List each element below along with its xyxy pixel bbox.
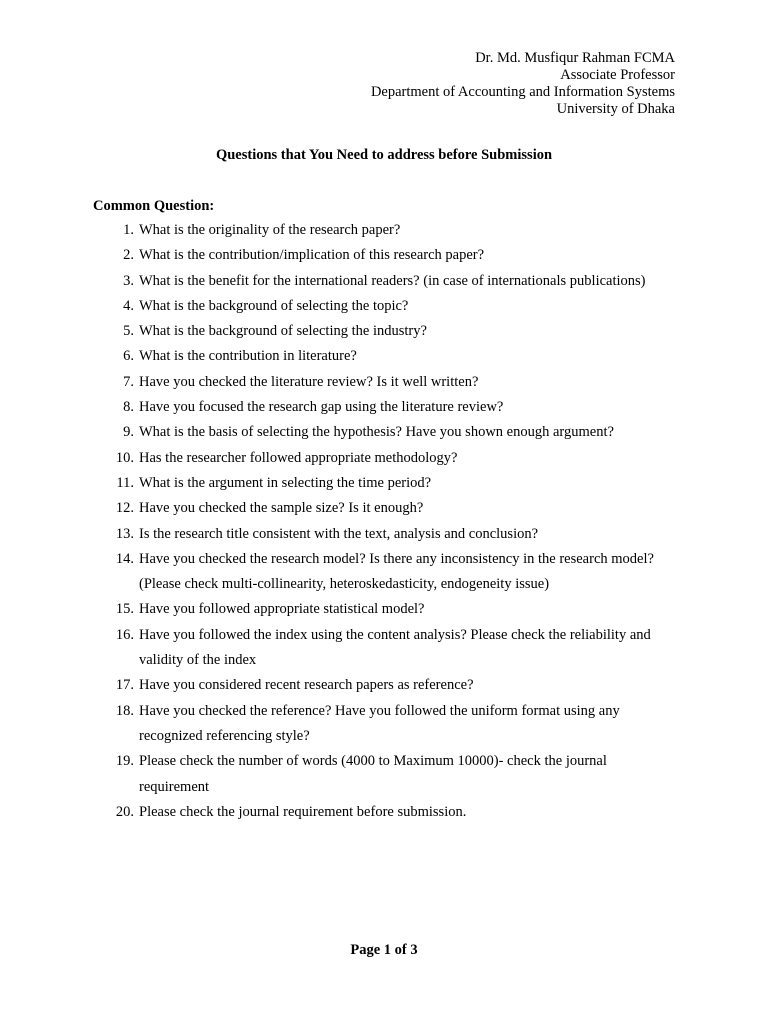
question-number: 4. xyxy=(123,297,134,314)
list-item xyxy=(0,800,659,825)
question-text: What is the benefit for the international readers? (in case of internationals publications) xyxy=(139,272,646,289)
list-item xyxy=(0,370,659,395)
question-number: 13. xyxy=(115,525,134,542)
question-number: 1. xyxy=(123,222,134,238)
author-name: Dr. Md. Musfiqur Rahman FCMA xyxy=(475,50,675,66)
question-text: Have you checked the reference? Have you followed the uniform format using any recognized referencing style? xyxy=(139,702,620,744)
question-text: What is the background of selecting the industry? xyxy=(139,323,427,340)
list-item xyxy=(0,446,659,471)
question-number: 12. xyxy=(115,500,134,517)
question-number: 5. xyxy=(123,323,134,340)
list-item xyxy=(0,673,659,698)
list-item xyxy=(0,547,659,598)
list-item xyxy=(0,269,659,294)
list-item xyxy=(0,243,659,268)
list-item xyxy=(0,699,659,750)
list-item xyxy=(0,623,659,674)
question-text: Have you checked the sample size? Is it enough? xyxy=(139,500,424,517)
question-text: Have you checked the literature review? Is it well written? xyxy=(139,373,479,390)
list-item xyxy=(0,496,659,521)
question-text: Is the research title consistent with the text, analysis and conclusion? xyxy=(139,525,539,542)
question-text: What is the contribution/implication of this research paper? xyxy=(139,247,485,264)
list-item xyxy=(0,420,659,445)
list-item xyxy=(0,471,659,496)
question-number: 14. xyxy=(115,550,134,567)
author-university: University of Dhaka xyxy=(556,101,675,117)
question-text: What is the basis of selecting the hypothesis? Have you shown enough argument? xyxy=(139,424,614,441)
question-text: Have you considered recent research papers as reference? xyxy=(139,677,474,694)
author-department: Department of Accounting and Information Systems xyxy=(370,84,675,100)
question-number: 9. xyxy=(123,424,134,441)
list-item xyxy=(0,218,659,243)
question-text: Have you checked the research model? Is there any inconsistency in the research model? (Please check multi-collinearity, heteroskedasticity, endogeneity issue) xyxy=(139,550,654,593)
section-heading: Common Question: xyxy=(93,198,215,214)
question-number: 10. xyxy=(115,449,134,466)
question-number: 18. xyxy=(115,702,134,719)
question-number: 17. xyxy=(115,677,134,694)
question-number: 20. xyxy=(115,803,134,820)
question-number: 16. xyxy=(115,626,134,643)
question-number: 11. xyxy=(116,474,134,491)
author-header xyxy=(371,50,675,118)
page-number: Page 1 of 3 xyxy=(350,942,418,958)
list-item xyxy=(0,749,659,800)
list-item xyxy=(0,522,659,547)
question-number: 7. xyxy=(123,373,134,390)
question-text: Have you followed appropriate statistical model? xyxy=(139,601,425,618)
question-text: What is the originality of the research paper? xyxy=(139,222,401,238)
question-number: 15. xyxy=(115,601,134,618)
question-text: What is the contribution in literature? xyxy=(139,348,357,365)
question-number: 3. xyxy=(123,272,134,289)
list-item xyxy=(0,395,659,420)
question-text: Has the researcher followed appropriate methodology? xyxy=(139,449,458,466)
list-item xyxy=(0,344,659,369)
question-text: Have you focused the research gap using the literature review? xyxy=(139,399,504,416)
author-position: Associate Professor xyxy=(560,67,675,83)
question-text: What is the argument in selecting the time period? xyxy=(139,474,432,491)
question-text: Please check the number of words (4000 to Maximum 10000)- check the journal requirement xyxy=(139,753,607,795)
question-text: Please check the journal requirement before submission. xyxy=(139,803,467,820)
question-text: What is the background of selecting the topic? xyxy=(139,297,409,314)
question-list xyxy=(0,218,768,825)
document-title: Questions that You Need to address before Submission xyxy=(215,147,553,163)
question-number: 19. xyxy=(115,753,134,770)
question-number: 8. xyxy=(123,399,134,416)
list-item xyxy=(0,597,659,622)
list-item xyxy=(0,294,659,319)
list-item xyxy=(0,319,659,344)
question-number: 6. xyxy=(123,348,134,365)
question-number: 2. xyxy=(123,247,134,264)
question-text: Have you followed the index using the content analysis? Please check the reliability and validity of the index xyxy=(139,626,651,669)
